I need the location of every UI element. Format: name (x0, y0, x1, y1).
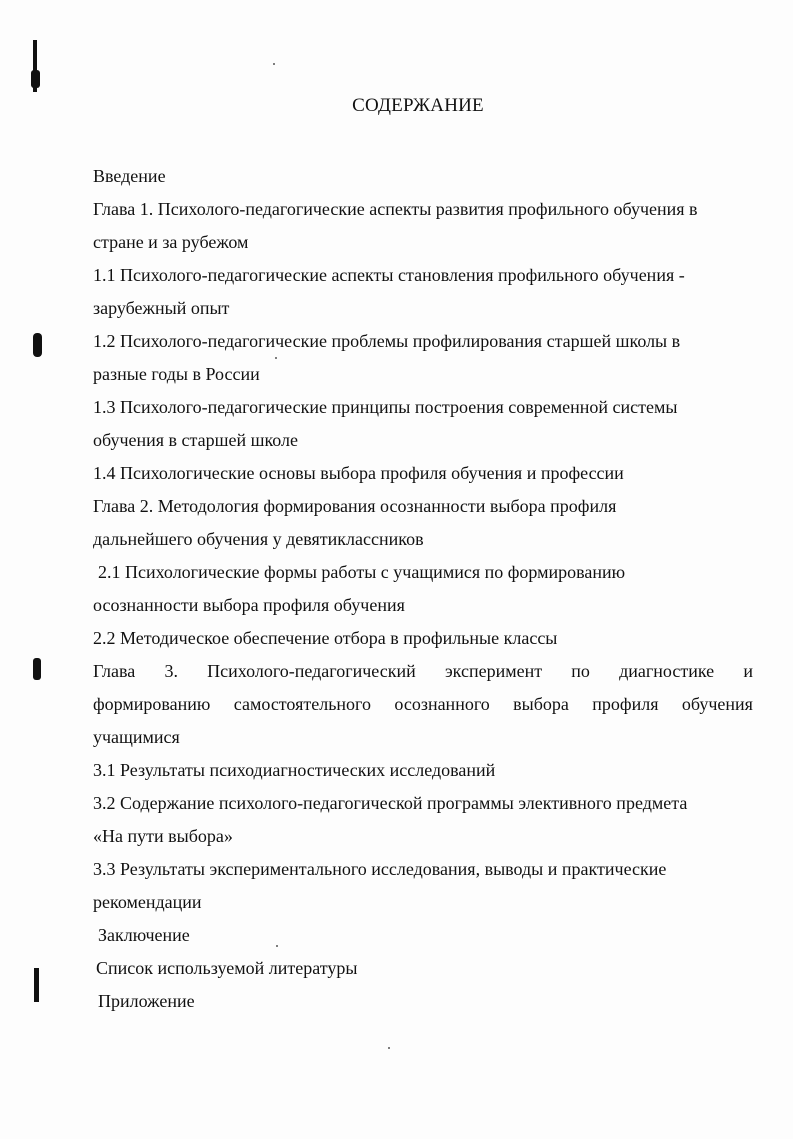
scan-mark-3 (33, 658, 41, 680)
table-of-contents (93, 160, 753, 1018)
toc-entry: 1.2 Психолого-педагогические проблемы профилирования старшей школы в (93, 331, 681, 351)
toc-word: Психолого-педагогический (207, 661, 416, 681)
scan-mark-2 (33, 333, 42, 357)
toc-entry: «На пути выбора» (93, 826, 233, 846)
toc-entry-appendix: Приложение (98, 991, 195, 1011)
toc-entry-chapter-3-line-1 (93, 655, 753, 688)
toc-word: по (571, 661, 590, 681)
toc-word: обучения (681, 694, 753, 714)
toc-entry: Глава 1. Психолого-педагогические аспекты развития профильного обучения в (93, 199, 698, 219)
scan-mark-top-blob (31, 70, 40, 88)
toc-entry-chapter-3-line-2 (93, 688, 753, 721)
toc-word: и (743, 661, 753, 681)
toc-entry: 2.1 Психологические формы работы с учащимися по формированию (98, 562, 626, 582)
toc-entry-conclusion: Заключение (98, 925, 190, 945)
toc-entry: зарубежный опыт (93, 298, 230, 318)
toc-entry: Глава 2. Методология формирования осознанности выбора профиля (93, 496, 617, 516)
toc-word: диагностике (619, 661, 715, 681)
toc-word: Глава (93, 661, 136, 681)
toc-word: самостоятельного (233, 694, 371, 714)
toc-entry: рекомендации (93, 892, 202, 912)
toc-word: профиля (592, 694, 659, 714)
toc-entry: разные годы в России (93, 364, 260, 384)
toc-word: формированию (93, 694, 211, 714)
toc-entry: Введение (93, 166, 166, 186)
toc-entry: осознанности выбора профиля обучения (93, 595, 405, 615)
toc-entry: 3.2 Содержание психолого-педагогической программы элективного предмета (93, 793, 688, 813)
toc-entry: 3.3 Результаты экспериментального исследования, выводы и практические (93, 859, 667, 879)
toc-entry: обучения в старшей школе (93, 430, 299, 450)
toc-entry: дальнейшего обучения у девятиклассников (93, 529, 424, 549)
toc-entry: 1.3 Психолого-педагогические принципы построения современной системы (93, 397, 678, 417)
toc-entry: 3.1 Результаты психодиагностических исследований (93, 760, 496, 780)
toc-entry: 2.2 Методическое обеспечение отбора в профильные классы (93, 628, 558, 648)
scan-speck (273, 63, 275, 65)
toc-entry: учащимися (93, 727, 180, 747)
toc-word: осознанного (394, 694, 490, 714)
page-title: СОДЕРЖАНИЕ (352, 95, 484, 116)
toc-word: эксперимент (444, 661, 543, 681)
toc-entry-bibliography: Список используемой литературы (96, 958, 358, 978)
toc-entry: 1.4 Психологические основы выбора профиля обучения и профессии (93, 463, 624, 483)
scan-mark-4 (34, 968, 39, 1002)
toc-word: 3. (164, 661, 178, 681)
scan-speck (388, 1047, 390, 1049)
toc-entry: 1.1 Психолого-педагогические аспекты становления профильного обучения - (93, 265, 685, 285)
toc-entry: стране и за рубежом (93, 232, 249, 252)
toc-word: выбора (513, 694, 569, 714)
